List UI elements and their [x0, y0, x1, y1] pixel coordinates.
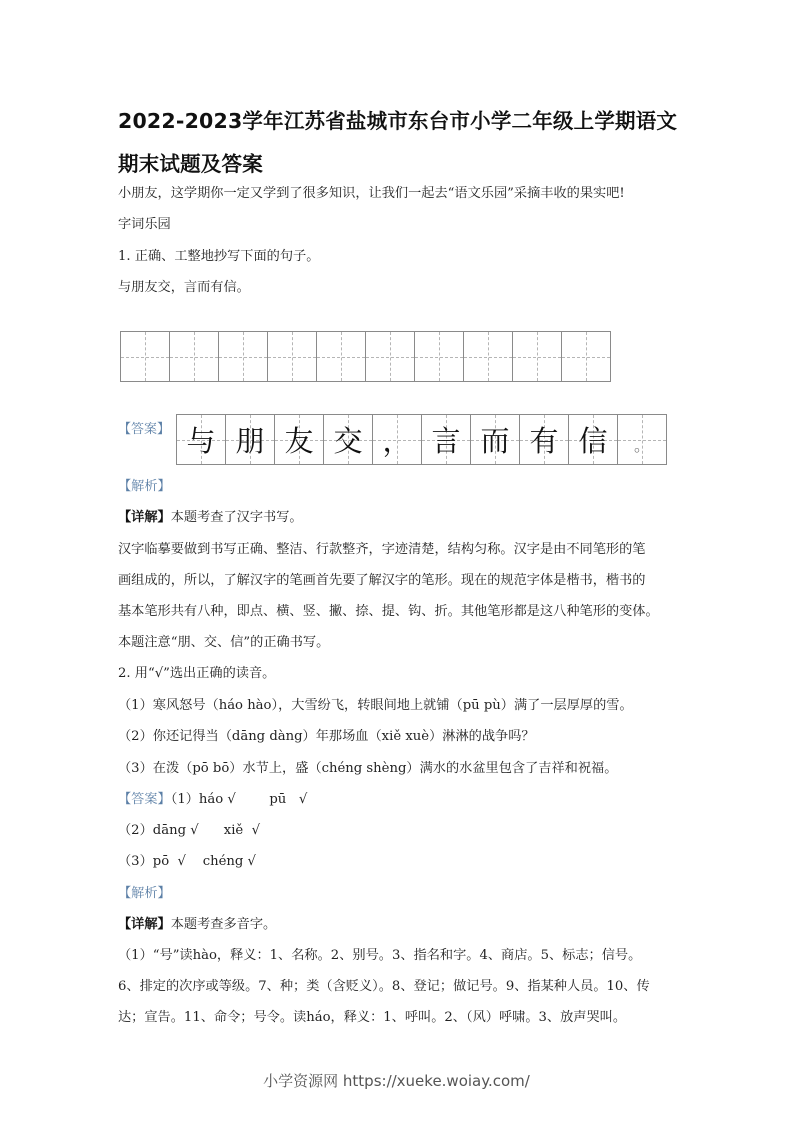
detail-q1-line: 画组成的，所以，了解汉字的笔画首先要了解汉字的笔形。现在的规范字体是楷书，楷书的	[118, 573, 646, 588]
grid-cell	[471, 415, 520, 464]
grid-cell	[513, 332, 562, 381]
answer-char: 有	[529, 424, 559, 458]
answer-q2-line-1	[118, 791, 307, 809]
detail-q1-intro	[118, 509, 303, 527]
answer-char: 。	[633, 436, 650, 455]
grid-cell	[324, 415, 373, 464]
analysis-label-q2: 【解析】	[118, 886, 171, 901]
detail-q1-intro-text: 本题考查了汉字书写。	[170, 510, 303, 525]
analysis-label-q1: 【解析】	[118, 479, 171, 494]
detail-label-q2: 【详解】	[118, 917, 171, 932]
grid-cell	[170, 332, 219, 381]
answer-char: 友	[284, 424, 314, 458]
grid-cell	[569, 415, 618, 464]
grid-cell	[464, 332, 513, 381]
grid-cell	[422, 415, 471, 464]
answer-label-q2: 【答案】	[118, 792, 171, 807]
grid-cell	[121, 332, 170, 381]
grid-cell	[366, 332, 415, 381]
question-2-prompt: 2. 用“√”选出正确的读音。	[118, 666, 276, 681]
document-title-line-1: 2022-2023学年江苏省盐城市东台市小学二年级上学期语文	[118, 109, 678, 133]
answer-q2-text: （1）háo √ pū √	[170, 792, 308, 807]
grid-cell	[226, 415, 275, 464]
grid-cell	[268, 332, 317, 381]
answer-char: 而	[480, 424, 510, 458]
detail-q2-line: （1）“号”读hào，释义：1、名称。2、别号。3、指名和字。4、商店。5、标志；信号。	[118, 948, 642, 963]
question-2-item: （2）你还记得当（dāng dàng）年那场血（xiě xuè）淋淋的战争吗？	[118, 729, 535, 744]
footer-watermark: 小学资源网 https://xueke.woiay.com/	[263, 1072, 530, 1090]
grid-cell	[317, 332, 366, 381]
answer-char: 信	[578, 424, 608, 458]
answer-char: ，	[382, 424, 412, 458]
answer-char: 与	[186, 424, 216, 458]
detail-q1-line: 本题注意“朋、交、信”的正确书写。	[118, 635, 330, 650]
section-heading: 字词乐园	[118, 217, 171, 232]
answer-q2-line-2: （2）dāng √ xiě √	[118, 823, 260, 838]
grid-cell	[415, 332, 464, 381]
grid-cell	[618, 415, 667, 464]
question-2-item: （1）寒风怒号（háo hào），大雪纷飞，转眼间地上就铺（pū pù）满了一层厚厚的雪。	[118, 698, 633, 713]
detail-q2-intro-text: 本题考查多音字。	[170, 917, 277, 932]
answer-writing-grid	[176, 414, 667, 465]
answer-char: 朋	[235, 424, 265, 458]
answer-label-q1: 【答案】	[118, 422, 171, 437]
question-1-sentence: 与朋友交，言而有信。	[118, 280, 250, 295]
intro-text: 小朋友，这学期你一定又学到了很多知识，让我们一起去“语文乐园”采摘丰收的果实吧!	[118, 186, 625, 201]
question-1-prompt: 1. 正确、工整地抄写下面的句子。	[118, 249, 320, 264]
answer-q2-line-3: （3）pō √ chéng √	[118, 854, 256, 869]
grid-cell	[562, 332, 611, 381]
question-2-item: （3）在泼（pō bō）水节上，盛（chéng shèng）满水的水盆里包含了吉祥和祝福。	[118, 761, 618, 776]
grid-cell	[177, 415, 226, 464]
grid-cell	[275, 415, 324, 464]
detail-q2-line: 6、排定的次序或等级。7、种；类（含贬义）。8、登记；做记号。9、指某种人员。10、传	[118, 979, 650, 994]
grid-cell	[373, 415, 422, 464]
answer-char: 言	[431, 424, 461, 458]
detail-q2-line: 达；宣告。11、命令；号令。读háo，释义：1、呼叫。2、（风）呼啸。3、放声哭叫。	[118, 1010, 627, 1025]
detail-q2-intro	[118, 916, 276, 934]
detail-q1-line: 基本笔形共有八种，即点、横、竖、撇、捺、提、钩、折。其他笔形都是这八种笔形的变体。	[118, 604, 659, 619]
blank-writing-grid	[120, 331, 611, 382]
document-title-line-2: 期末试题及答案	[118, 152, 263, 176]
grid-cell	[520, 415, 569, 464]
detail-q1-line: 汉字临摹要做到书写正确、整洁、行款整齐，字迹清楚，结构匀称。汉字是由不同笔形的笔	[118, 542, 646, 557]
answer-char: 交	[333, 424, 363, 458]
detail-label-q1: 【详解】	[118, 510, 171, 525]
grid-cell	[219, 332, 268, 381]
